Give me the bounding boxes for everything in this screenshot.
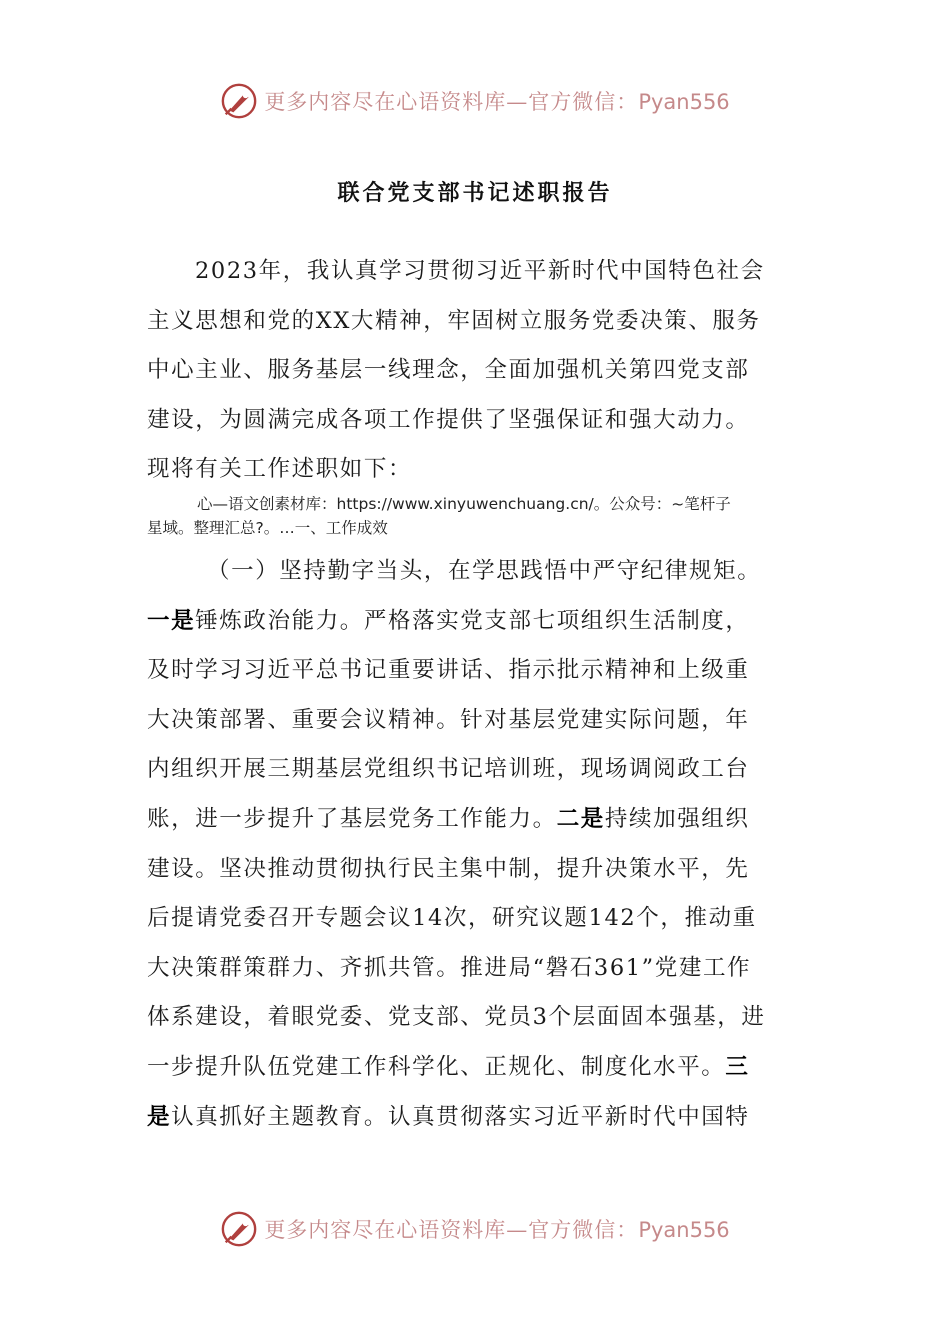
wechat-account: Pyan556 xyxy=(638,90,730,114)
body-line: 体系建设，着眼党委、党支部、党员3个层面固本强基，进 xyxy=(147,1004,766,1031)
footer-banner xyxy=(0,1210,950,1248)
section-heading: （一）坚持勤字当头，在学思践悟中严守纪律规矩。 xyxy=(207,558,762,584)
section-body xyxy=(147,547,812,1142)
intro-line: 2023年，我认真学习贯彻习近平新时代中国特色社会 xyxy=(195,258,765,284)
intro-line: 主义思想和党的XX大精神，牢固树立服务党委决策、服务 xyxy=(147,307,761,334)
bold-marker: 二是 xyxy=(556,805,605,832)
bold-marker: 一是 xyxy=(147,607,196,634)
page-title: 联合党支部书记述职报告 xyxy=(337,180,613,206)
body-line: 大决策群策群力、齐抓共管。推进局“磐石361”党建工作 xyxy=(147,954,752,981)
body-line: 后提请党委召开专题会议14次，研究议题142个，推动重 xyxy=(147,905,757,932)
body-line: 一是锤炼政治能力。严格落实党支部七项组织生活制度， xyxy=(147,607,750,634)
pen-nib-logo-icon xyxy=(220,82,258,120)
promo-line: 心—语文创素材库：https://www.xinyuwenchuang.cn/。公众号：~笔杆子 xyxy=(197,495,731,513)
intro-line: 建设，为圆满完成各项工作提供了坚强保证和强大动力。 xyxy=(147,406,750,433)
body-line: 账，进一步提升了基层党务工作能力。二是持续加强组织 xyxy=(147,805,750,832)
intro-line: 中心主业、服务基层一线理念，全面加强机关第四党支部 xyxy=(147,357,750,384)
body-line: 大决策部署、重要会议精神。针对基层党建实际问题，年 xyxy=(147,706,750,733)
promo-line: 星域。整理汇总?。…一、工作成效 xyxy=(147,519,388,537)
intro-line: 现将有关工作述职如下： xyxy=(147,456,413,483)
bold-marker: 是 xyxy=(147,1103,172,1130)
body-line: 建设。坚决推动贯彻执行民主集中制，提升决策水平，先 xyxy=(147,855,750,882)
body-line: 一步提升队伍党建工作科学化、正规化、制度化水平。三 xyxy=(147,1053,750,1080)
body-line: 内组织开展三期基层党组织书记培训班，现场调阅政工台 xyxy=(147,756,750,783)
pen-nib-logo-icon xyxy=(220,1210,258,1248)
bold-marker: 三 xyxy=(725,1053,750,1080)
banner-text: 更多内容尽在心语资料库—官方微信：Pyan556 xyxy=(264,90,730,114)
body-line: 及时学习习近平总书记重要讲话、指示批示精神和上级重 xyxy=(147,657,750,684)
intro-paragraph xyxy=(147,247,812,495)
header-banner xyxy=(0,82,950,120)
banner-text: 更多内容尽在心语资料库—官方微信：Pyan556 xyxy=(264,1218,730,1242)
wechat-account: Pyan556 xyxy=(638,1218,730,1242)
body-line: 是认真抓好主题教育。认真贯彻落实习近平新时代中国特 xyxy=(147,1103,750,1130)
promo-text xyxy=(147,492,807,540)
